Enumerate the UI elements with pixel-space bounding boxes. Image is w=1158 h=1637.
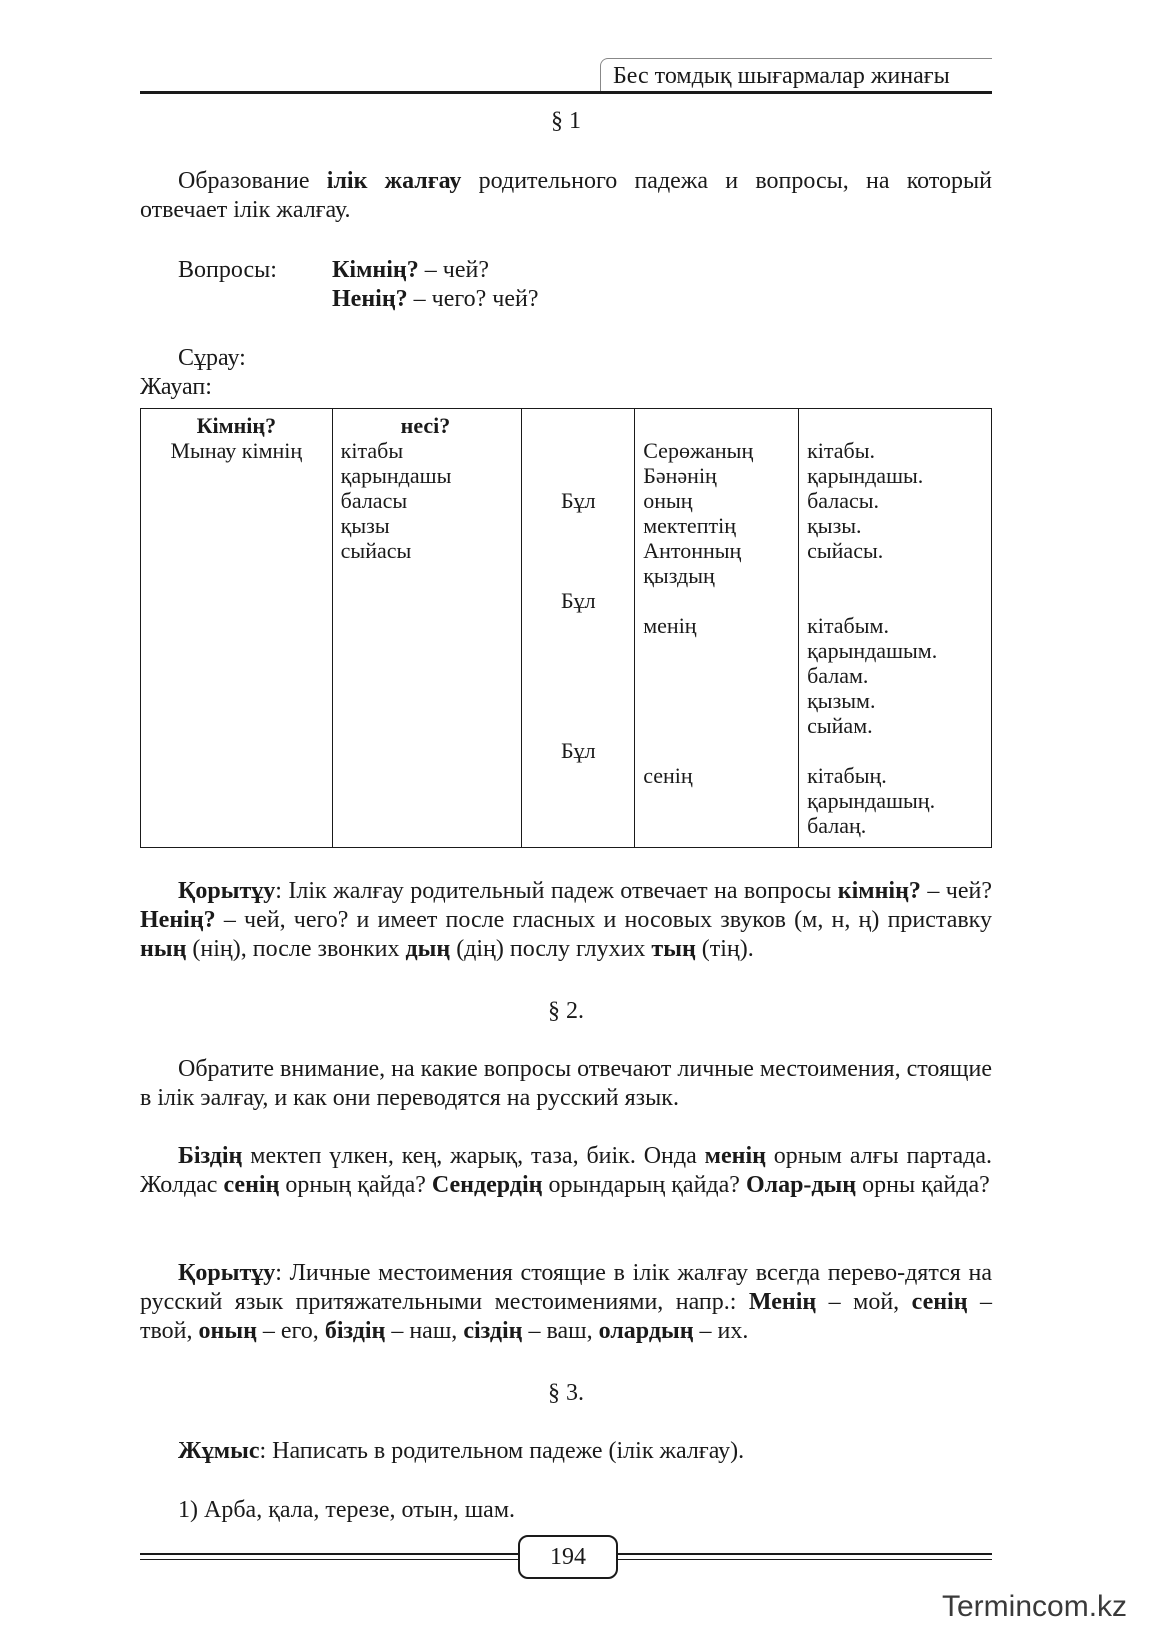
list-item: қызы.	[807, 513, 862, 538]
list-item: мектептің	[643, 513, 736, 538]
table-col-5	[799, 409, 992, 848]
table-col1-line: Мынау кімнің	[170, 438, 303, 463]
list-item: кітабы.	[807, 438, 876, 463]
conclusion-2: Қорытұу: Личные местоимения стоящие в ілік жалғау всегда перево-дятся на русский язык притяжательными местоимениями, напр.: Менің – мой, сенің – твой, оның – его, біздің – наш, сіздің – ваш, олардың – их.	[140, 1260, 993, 1344]
list-item: кітабың.	[807, 763, 887, 788]
list-item: сыйасы.	[807, 538, 884, 563]
question-2: Ненің? – чего? чей?	[332, 286, 539, 312]
question-1: Кімнің? – чей?	[332, 257, 489, 283]
table-col-3	[522, 409, 635, 848]
table-head-kimnin: Кімнің?	[196, 413, 277, 438]
list-item: балаң.	[807, 813, 867, 838]
section3-task: Жұмыс: Написать в родительном падеже (ілік жалғау).	[178, 1438, 745, 1464]
zhauap-label: Жауап:	[140, 374, 212, 400]
conclusion-1: Қорытұу: Ілік жалғау родительный падеж отвечает на вопросы кімнің? – чей? Ненің? – чей, чего? и имеет после гласных и носовых звуков (м, н, ң) приставку ның (нің), после звонких дың (дің) послу глухих тың (тің).	[140, 878, 993, 962]
bul-word-2: Бұл	[561, 588, 596, 613]
footer-rule-left-thin	[140, 1559, 518, 1560]
table-head-nesi: несі?	[400, 413, 451, 438]
list-item: қарындашы.	[807, 463, 924, 488]
list-item: қарындашың.	[807, 788, 936, 813]
header-rule	[140, 91, 992, 94]
list-item: қарындашым.	[807, 638, 938, 663]
footer-rule-left	[140, 1553, 518, 1555]
list-item: баласы	[340, 488, 408, 513]
owner-senin: сенің	[643, 763, 693, 788]
page-number: 194	[518, 1535, 618, 1579]
list-item: сыйасы	[340, 538, 412, 563]
running-header: Бес томдық шығармалар жинағы	[600, 58, 992, 92]
section3-item-1: 1) Арба, қала, терезе, отын, шам.	[178, 1497, 516, 1523]
list-item: қызы	[340, 513, 390, 538]
list-item: кітабым.	[807, 613, 889, 638]
footer-rule-right	[618, 1553, 992, 1555]
bul-word-3: Бұл	[561, 738, 596, 763]
section1-intro: Образование ілік жалғау родительного падежа и вопросы, на который отвечает ілік жалғау.	[140, 168, 993, 223]
section-heading-2: § 2.	[548, 998, 584, 1024]
section-heading-1: § 1	[551, 108, 581, 134]
list-item: Антонның	[643, 538, 742, 563]
surau-label: Сұрау:	[178, 345, 246, 371]
section-heading-3: § 3.	[548, 1380, 584, 1406]
list-item: кітабы	[340, 438, 404, 463]
table-col-4	[635, 409, 799, 848]
list-item: қарындашы	[340, 463, 452, 488]
section2-intro: Обратите внимание, на какие вопросы отвечают личные местоимения, стоящие в ілік эалғау, и как они переводятся на русский язык.	[140, 1056, 992, 1111]
list-item: қыздың	[643, 563, 715, 588]
table-col-1	[141, 409, 333, 848]
list-item: оның	[643, 488, 693, 513]
list-item: баласы.	[807, 488, 880, 513]
table-col-2	[332, 409, 522, 848]
bul-word-1: Бұл	[561, 488, 596, 513]
watermark-logo: Termincom.kz	[942, 1590, 1128, 1623]
section2-example: Біздің мектеп үлкен, кең, жарық, таза, биік. Онда менің орным алғы партада. Жолдас сенің орның қайда? Сендердің орындарың қайда? Олар-дың орны қайда?	[140, 1143, 992, 1198]
list-item: Бәнәнің	[643, 463, 717, 488]
questions-label: Вопросы:	[178, 257, 277, 283]
list-item: қызым.	[807, 688, 876, 713]
list-item: сыйам.	[807, 713, 873, 738]
footer-rule-right-thin	[618, 1559, 992, 1560]
list-item: балам.	[807, 663, 869, 688]
list-item: Серөжаның	[643, 438, 754, 463]
genitive-table	[140, 408, 992, 848]
owner-menin: менің	[643, 613, 697, 638]
